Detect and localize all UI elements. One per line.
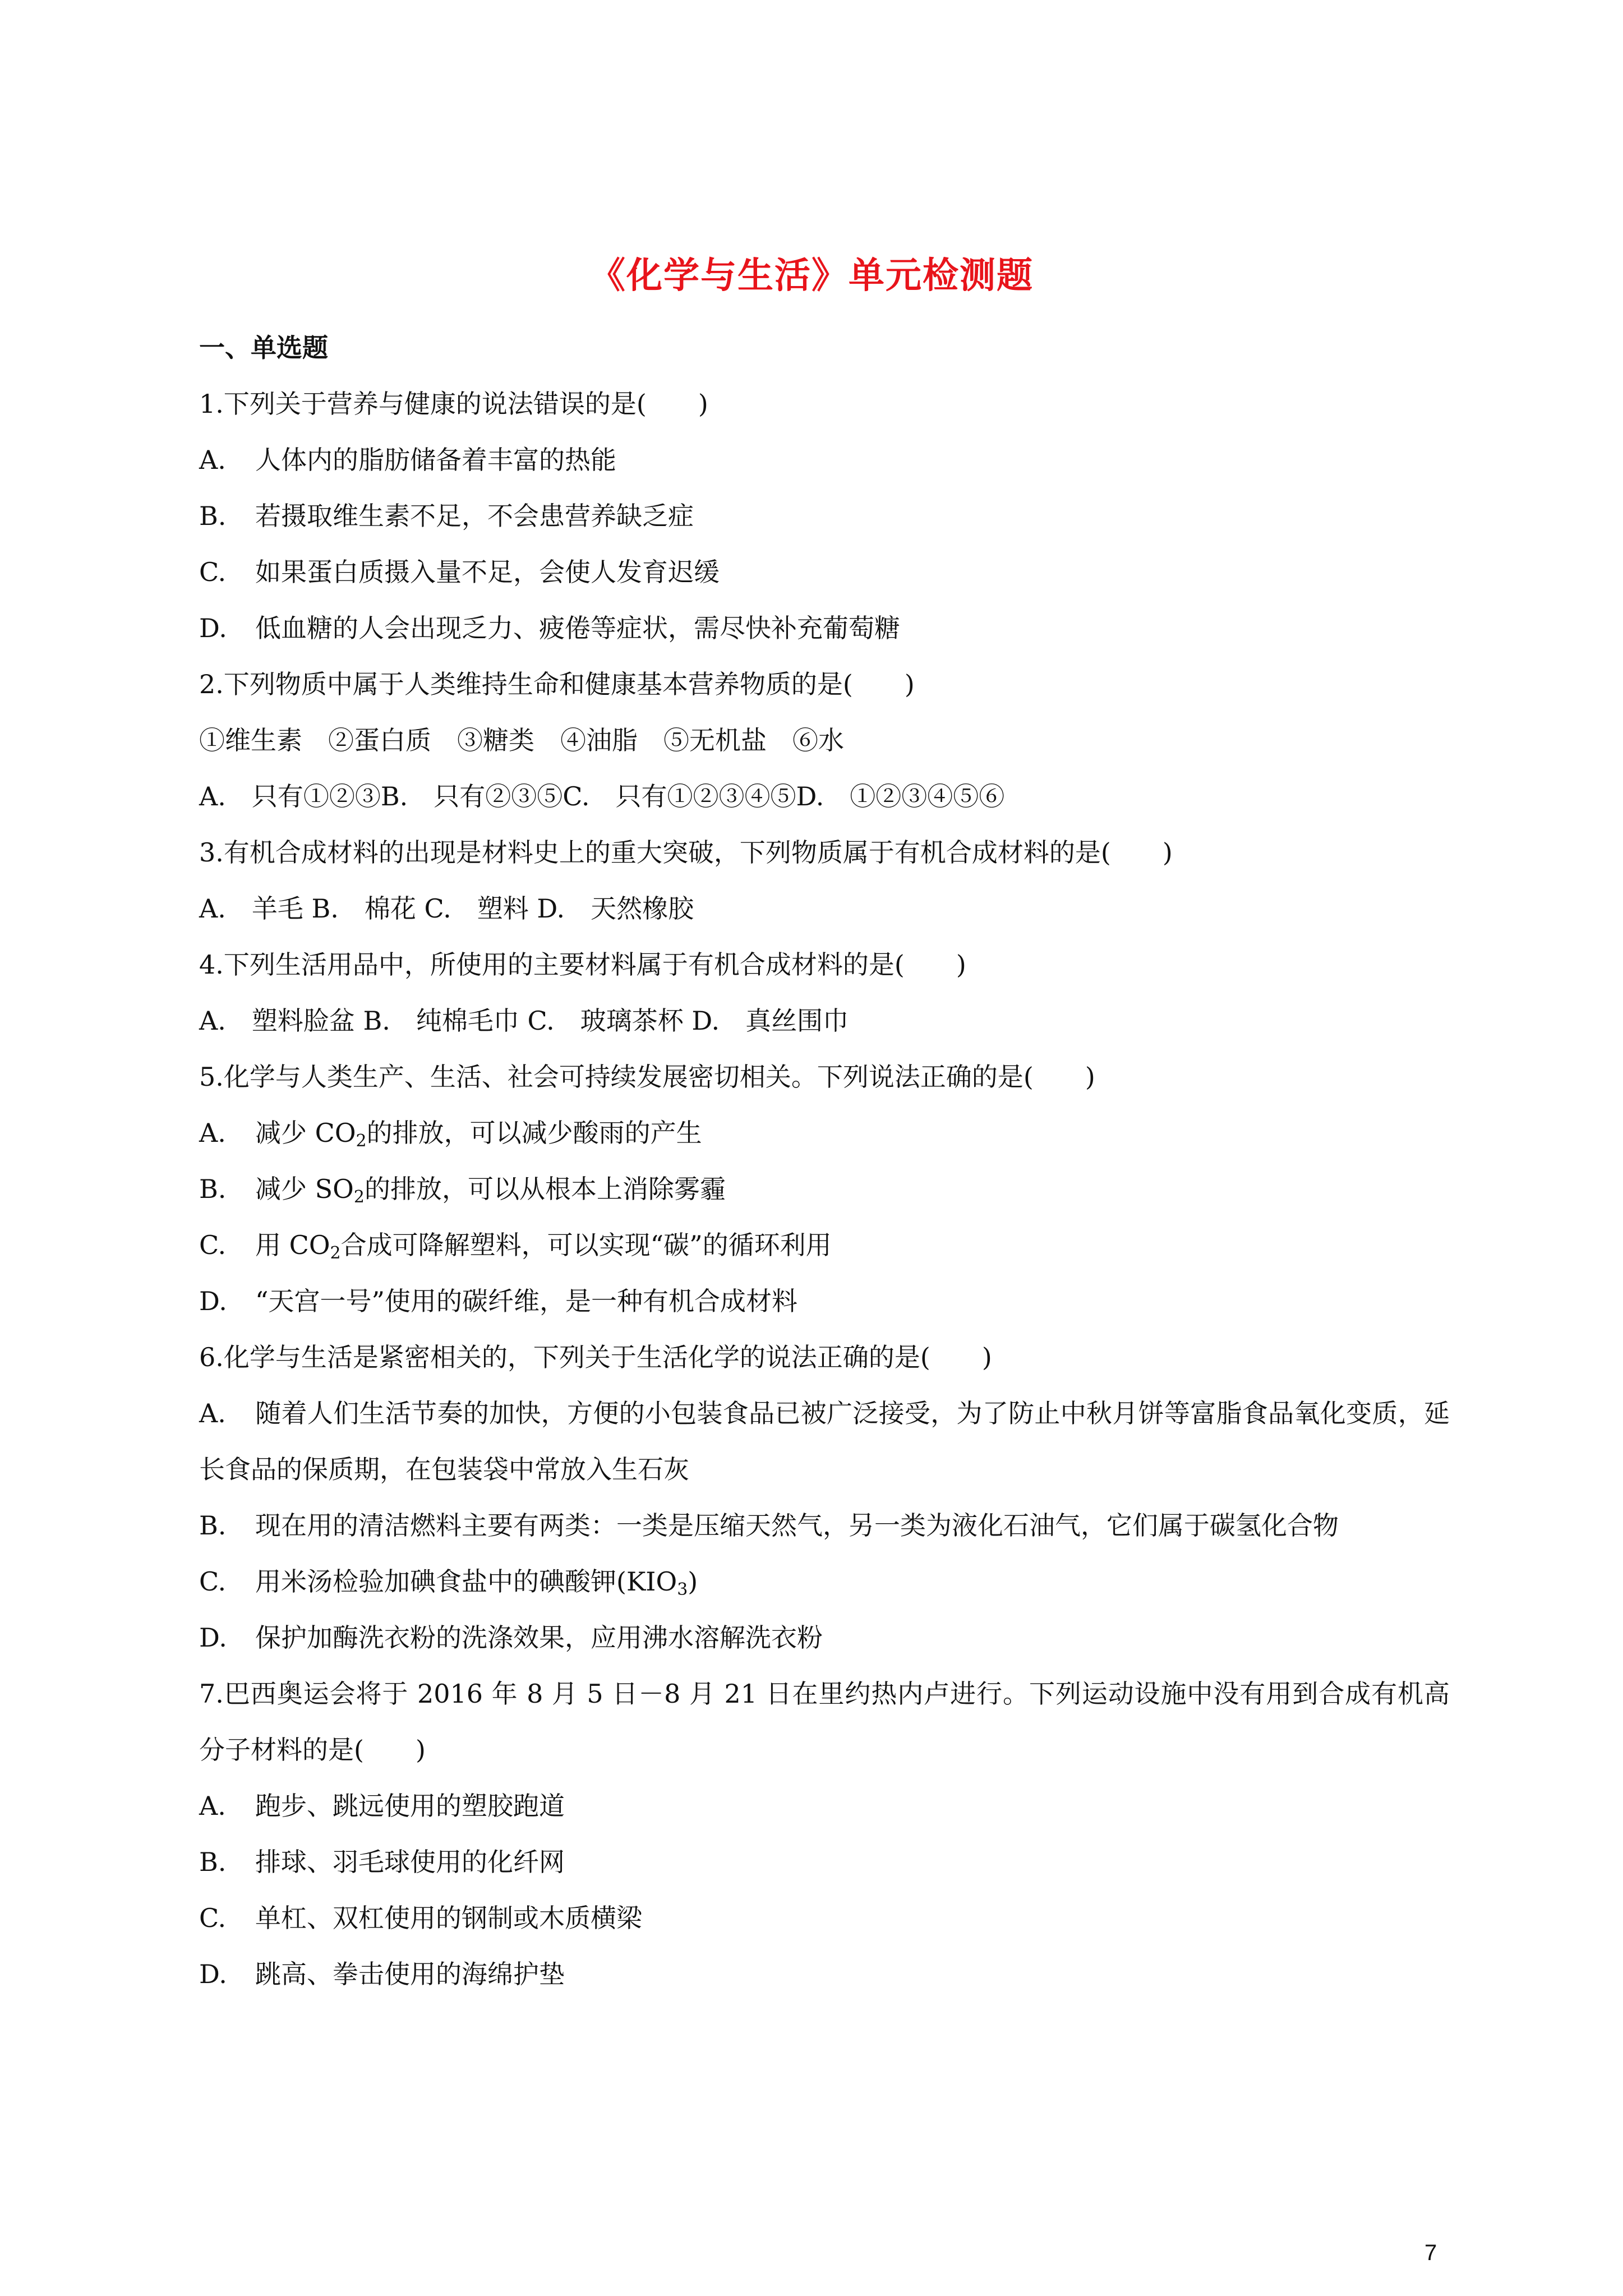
q5-b-post: 的排放，可以从根本上消除雾霾 <box>364 1174 726 1204</box>
q5-b-letter: B. <box>199 1174 227 1204</box>
q7-option-c <box>199 1890 1450 1946</box>
q5-d-letter: D. <box>199 1286 227 1316</box>
q6-c-pre: 用米汤检验加碘食盐中的碘酸钾(KIO <box>255 1566 677 1597</box>
q5-option-b <box>199 1161 1450 1217</box>
q5-option-d <box>199 1273 1450 1329</box>
q7-stem: 7.巴西奥运会将于 2016 年 8 月 5 日－8 月 21 日在里约热内卢进行。下列运动设施中没有用到合成有机高分子材料的是( ) <box>199 1679 1450 1765</box>
question-list <box>199 320 1450 2002</box>
q5-option-c <box>199 1217 1450 1273</box>
q6-b-text: 现在用的清洁燃料主要有两类：一类是压缩天然气，另一类为液化石油气，它们属于碳氢化合物 <box>255 1510 1339 1541</box>
q5-c-pre: 用 CO <box>255 1230 330 1260</box>
q2-options: A. 只有①②③B. 只有②③⑤C. 只有①②③④⑤D. ①②③④⑤⑥ <box>199 781 1005 812</box>
q7-d-text: 跳高、拳击使用的海绵护垫 <box>255 1959 565 1989</box>
q7-c-text: 单杠、双杠使用的钢制或木质横梁 <box>255 1903 642 1933</box>
page-number: 7 <box>1424 2240 1437 2265</box>
q7-b-text: 排球、羽毛球使用的化纤网 <box>255 1847 565 1877</box>
q5-stem: 5.化学与人类生产、生活、社会可持续发展密切相关。下列说法正确的是( ) <box>199 1062 1095 1092</box>
q6-d-text: 保护加酶洗衣粉的洗涤效果，应用沸水溶解洗衣粉 <box>255 1622 823 1653</box>
q4-options: A. 塑料脸盆 B. 纯棉毛巾 C. 玻璃茶杯 D. 真丝围巾 <box>199 1006 849 1036</box>
q3-stem: 3.有机合成材料的出现是材料史上的重大突破，下列物质属于有机合成材料的是( ) <box>199 837 1173 868</box>
q6-option-b <box>199 1497 1450 1553</box>
document-title: 《化学与生活》单元检测题 <box>589 255 1034 297</box>
q1-d-text: 低血糖的人会出现乏力、疲倦等症状，需尽快补充葡萄糖 <box>255 613 900 643</box>
q5-a-letter: A. <box>199 1118 226 1148</box>
q2-stem: 2.下列物质中属于人类维持生命和健康基本营养物质的是( ) <box>199 669 915 699</box>
q6-option-d <box>199 1610 1450 1666</box>
q7-option-a <box>199 1778 1450 1834</box>
section-heading: 一、单选题 <box>199 333 328 363</box>
q5-a-pre: 减少 CO <box>255 1118 356 1148</box>
q5-b-subscript: 2 <box>353 1187 365 1207</box>
q1-c-text: 如果蛋白质摄入量不足，会使人发育迟缓 <box>255 557 720 587</box>
q6-c-subscript: 3 <box>677 1580 688 1599</box>
q1-a-letter: A. <box>199 445 226 475</box>
q1-d-letter: D. <box>199 613 227 643</box>
q7-d-letter: D. <box>199 1959 227 1989</box>
q5-d-text: “天宫一号”使用的碳纤维，是一种有机合成材料 <box>255 1286 798 1316</box>
q1-b-text: 若摄取维生素不足，不会患营养缺乏症 <box>255 501 694 531</box>
q1-option-b <box>199 488 1450 544</box>
q5-a-post: 的排放，可以减少酸雨的产生 <box>366 1118 702 1148</box>
q6-a-text: 随着人们生活节奏的加快，方便的小包装食品已被广泛接受，为了防止中秋月饼等富脂食品氧化变质，延长食品的保质期，在包装袋中常放入生石灰 <box>199 1398 1450 1484</box>
q2-items: ①维生素 ②蛋白质 ③糖类 ④油脂 ⑤无机盐 ⑥水 <box>199 725 844 755</box>
q6-c-post: ) <box>688 1566 698 1597</box>
q7-a-text: 跑步、跳远使用的塑胶跑道 <box>255 1791 565 1821</box>
q1-option-d <box>199 600 1450 656</box>
q5-c-letter: C. <box>199 1230 227 1260</box>
q1-option-c <box>199 544 1450 600</box>
q5-c-post: 合成可降解塑料，可以实现“碳”的循环利用 <box>340 1230 832 1260</box>
q6-stem: 6.化学与生活是紧密相关的，下列关于生活化学的说法正确的是( ) <box>199 1342 992 1372</box>
q4-stem: 4.下列生活用品中，所使用的主要材料属于有机合成材料的是( ) <box>199 949 966 980</box>
q7-c-letter: C. <box>199 1903 227 1933</box>
q6-option-a <box>199 1385 1450 1497</box>
q5-b-pre: 减少 SO <box>255 1174 354 1204</box>
q7-option-b <box>199 1834 1450 1890</box>
q5-option-a <box>199 1105 1450 1161</box>
q5-c-subscript: 2 <box>330 1243 341 1263</box>
q6-a-letter: A. <box>199 1398 226 1428</box>
q1-c-letter: C. <box>199 557 227 587</box>
q7-option-d <box>199 1946 1450 2002</box>
q6-c-letter: C. <box>199 1566 227 1597</box>
q5-a-subscript: 2 <box>356 1131 367 1151</box>
q7-a-letter: A. <box>199 1791 226 1821</box>
q6-d-letter: D. <box>199 1622 227 1653</box>
q1-a-text: 人体内的脂肪储备着丰富的热能 <box>255 445 616 475</box>
q6-b-letter: B. <box>199 1510 227 1541</box>
q6-option-c <box>199 1553 1450 1610</box>
q3-options: A. 羊毛 B. 棉花 C. 塑料 D. 天然橡胶 <box>199 893 694 924</box>
q1-stem: 1.下列关于营养与健康的说法错误的是( ) <box>199 389 708 419</box>
q1-b-letter: B. <box>199 501 227 531</box>
q1-option-a <box>199 432 1450 488</box>
q7-b-letter: B. <box>199 1847 227 1877</box>
